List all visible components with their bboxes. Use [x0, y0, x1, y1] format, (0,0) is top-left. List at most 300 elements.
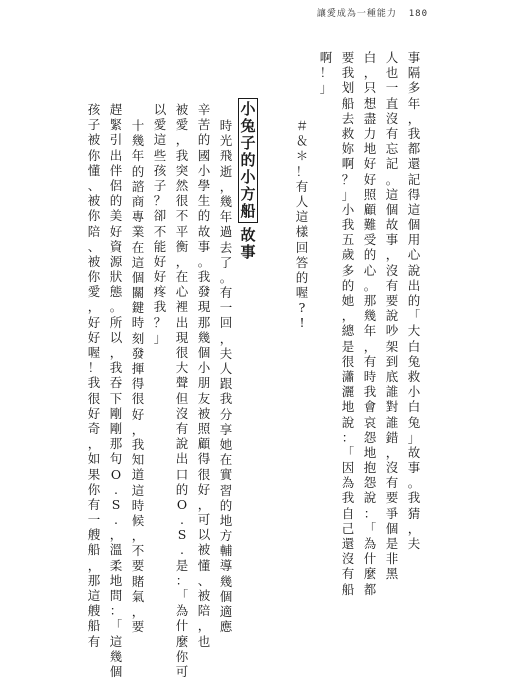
glyph: 事 [197, 238, 211, 254]
glyph: 地 [341, 399, 355, 415]
glyph: 朋 [197, 375, 211, 391]
glyph: 怨 [363, 429, 377, 445]
glyph: 刻 [131, 330, 145, 346]
glyph: 回 [295, 239, 309, 255]
glyph: 不 [153, 223, 167, 239]
glyph: 的 [341, 277, 355, 293]
glyph: 都 [363, 581, 377, 597]
glyph: 被 [87, 193, 101, 209]
glyph: 知 [131, 452, 145, 468]
glyph: 愛 [175, 117, 189, 133]
glyph: . [180, 542, 184, 558]
glyph: 發 [131, 345, 145, 361]
page-number: 180 [408, 9, 428, 19]
glyph: 得 [407, 186, 421, 202]
glyph: 剛 [109, 420, 123, 436]
glyph: 你 [175, 648, 189, 664]
glyph: ： [109, 603, 123, 619]
glyph: 我 [153, 299, 167, 315]
glyph: 」 [341, 186, 355, 202]
glyph: 一 [385, 80, 399, 96]
glyph: 故 [385, 217, 399, 233]
glyph: 好 [87, 314, 101, 330]
glyph: 事 [407, 50, 421, 65]
glyph: 己 [341, 520, 355, 536]
glyph: 我 [87, 375, 101, 391]
glyph: 的 [219, 497, 233, 513]
glyph: 你 [87, 147, 101, 163]
glyph: ： [341, 429, 355, 445]
glyph: 個 [407, 217, 421, 233]
glyph: 時 [219, 118, 233, 133]
glyph: ， [87, 557, 101, 573]
glyph: 說 [175, 436, 189, 452]
glyph: 船 [341, 95, 355, 111]
glyph: 她 [341, 293, 355, 308]
glyph: 我 [407, 490, 421, 506]
glyph: 我 [175, 147, 189, 163]
glyph: 但 [175, 390, 189, 406]
glyph: 。 [407, 475, 421, 491]
glyph: 氣 [131, 588, 145, 604]
section-heading [238, 98, 258, 261]
glyph: 好 [363, 171, 377, 187]
glyph: 源 [109, 253, 123, 269]
glyph: 地 [363, 444, 377, 460]
glyph: 的 [109, 193, 123, 209]
glyph: 被 [87, 132, 101, 148]
glyph: 救 [341, 125, 355, 141]
glyph: 記 [407, 171, 421, 187]
glyph: 學 [197, 177, 211, 193]
glyph: 為 [363, 536, 377, 551]
text-column-1 [406, 50, 422, 551]
glyph: 我 [363, 384, 377, 400]
glyph: 資 [109, 238, 123, 254]
glyph: 這 [131, 254, 145, 270]
glyph: 陪 [197, 603, 211, 619]
glyph: 突 [175, 162, 189, 178]
glyph: 。 [363, 277, 377, 293]
glyph: 的 [363, 247, 377, 263]
glyph: 趕 [109, 102, 123, 117]
glyph: 故 [240, 226, 256, 244]
glyph: 一 [87, 512, 101, 528]
glyph: 國 [197, 147, 211, 163]
glyph: 人 [295, 193, 309, 209]
glyph: 我 [407, 125, 421, 141]
glyph: 孩 [153, 162, 167, 178]
glyph: 我 [131, 436, 145, 452]
glyph: 心 [363, 262, 377, 278]
book-title: 讓愛成為一種能力 [316, 9, 397, 19]
glyph: 妳 [341, 141, 355, 157]
glyph: 要 [341, 50, 355, 65]
glyph: 有 [295, 178, 309, 194]
glyph: 有 [385, 277, 399, 293]
glyph: 這 [407, 201, 421, 217]
glyph: . [114, 481, 118, 497]
glyph: 這 [153, 132, 167, 148]
glyph: 以 [153, 102, 167, 117]
glyph: 鍵 [131, 300, 145, 316]
glyph: 力 [363, 125, 377, 141]
glyph: 年 [131, 148, 145, 164]
glyph: 句 [109, 451, 123, 467]
glyph: 想 [363, 95, 377, 111]
glyph: 了 [219, 254, 233, 270]
glyph: 大 [175, 360, 189, 376]
glyph: ? [298, 300, 306, 316]
glyph: 照 [197, 420, 211, 436]
glyph: 以 [109, 329, 123, 345]
glyph: 十 [131, 118, 145, 133]
glyph: 喔 [295, 285, 309, 301]
glyph: 「 [109, 618, 123, 634]
glyph: 喔 [87, 345, 101, 360]
glyph: 發 [197, 284, 211, 300]
glyph: 子 [153, 177, 167, 193]
glyph: 小 [341, 201, 355, 217]
glyph: 子 [87, 117, 101, 133]
glyph: 好 [197, 481, 211, 497]
glyph: 沒 [385, 460, 399, 476]
text-column-6 [294, 118, 310, 510]
glyph: 應 [219, 619, 233, 635]
glyph: 小 [240, 100, 256, 118]
glyph: 疼 [153, 284, 167, 300]
section-heading-rest [238, 227, 258, 261]
glyph: ， [363, 338, 377, 354]
glyph: 的 [175, 481, 189, 497]
glyph: ， [175, 132, 189, 148]
glyph: 事 [240, 243, 256, 261]
glyph: 猜 [407, 505, 421, 521]
glyph: 適 [219, 604, 233, 619]
glyph: 啊 [341, 156, 355, 172]
text-column-9 [174, 102, 190, 679]
glyph: 被 [175, 102, 189, 117]
glyph: 懂 [197, 557, 211, 573]
glyph: 還 [407, 156, 421, 172]
glyph: 「 [407, 308, 421, 324]
glyph: 愛 [153, 117, 167, 133]
glyph: O [176, 496, 188, 512]
glyph: 被 [87, 253, 101, 269]
glyph: 什 [175, 618, 189, 634]
glyph: 夫 [219, 345, 233, 361]
glyph: 艘 [87, 527, 101, 543]
glyph: 兔 [407, 414, 421, 430]
glyph: 有 [341, 566, 355, 582]
glyph: 很 [341, 353, 355, 369]
glyph: 。 [109, 299, 123, 315]
glyph: 只 [363, 80, 377, 96]
glyph: 。 [385, 171, 399, 187]
glyph: 的 [407, 293, 421, 308]
glyph: 沒 [385, 262, 399, 278]
glyph: ＆ [295, 133, 309, 149]
glyph: 有 [175, 420, 189, 436]
glyph: 以 [197, 527, 211, 543]
glyph: 吞 [109, 375, 123, 391]
glyph: 船 [341, 581, 355, 597]
text-column-10 [152, 102, 168, 494]
glyph: ， [131, 528, 145, 544]
glyph: 沒 [341, 551, 355, 567]
glyph: ， [407, 110, 421, 126]
glyph: 候 [131, 512, 145, 528]
glyph: ， [197, 618, 211, 634]
glyph: 我 [109, 360, 123, 376]
glyph: 這 [131, 482, 145, 498]
glyph: ： [363, 505, 377, 521]
glyph: 「 [363, 520, 377, 536]
glyph: 個 [385, 520, 399, 536]
glyph: 小 [197, 162, 211, 178]
glyph: 態 [109, 284, 123, 300]
glyph: 還 [341, 536, 355, 551]
glyph: ! [299, 315, 305, 331]
glyph: 有 [87, 496, 101, 512]
glyph: 這 [87, 588, 101, 603]
glyph: 個 [219, 588, 233, 604]
glyph: 跟 [219, 376, 233, 392]
glyph: 有 [87, 633, 101, 649]
glyph: 歲 [341, 247, 355, 263]
glyph: 多 [407, 80, 421, 96]
glyph: 分 [219, 406, 233, 422]
glyph: 好 [153, 269, 167, 285]
glyph: 這 [109, 633, 123, 649]
glyph: 那 [87, 572, 101, 588]
glyph: 在 [175, 269, 189, 285]
glyph: 說 [407, 262, 421, 278]
glyph: 小 [197, 360, 211, 376]
glyph: 業 [131, 224, 145, 240]
text-column-3 [362, 50, 378, 597]
glyph: 隔 [407, 65, 421, 81]
glyph: 所 [109, 314, 123, 330]
glyph: 能 [153, 238, 167, 254]
glyph: 沒 [175, 405, 189, 421]
glyph: O [110, 466, 122, 482]
glyph: 可 [175, 663, 189, 679]
glyph: 那 [363, 293, 377, 308]
glyph: 得 [131, 376, 145, 392]
glyph: 爭 [385, 505, 399, 521]
glyph: 都 [407, 141, 421, 157]
glyph: 專 [131, 209, 145, 225]
glyph: 「 [175, 588, 189, 603]
glyph: 辛 [197, 102, 211, 117]
glyph: ， [109, 527, 123, 543]
glyph: 難 [363, 217, 377, 233]
glyph: 地 [219, 512, 233, 528]
glyph: 記 [385, 156, 399, 172]
glyph: 因 [341, 460, 355, 476]
glyph: 那 [197, 314, 211, 330]
glyph: 奇 [87, 420, 101, 436]
glyph: 很 [87, 390, 101, 406]
section-heading-boxed [238, 98, 258, 223]
glyph: 好 [153, 253, 167, 269]
glyph: 船 [87, 542, 101, 558]
glyph: 幾 [109, 648, 123, 664]
glyph: 個 [109, 663, 123, 679]
glyph: 什 [363, 551, 377, 567]
glyph: 現 [197, 299, 211, 315]
glyph: ， [407, 520, 421, 536]
glyph: 逝 [219, 163, 233, 179]
glyph: 的 [131, 163, 145, 179]
text-column-4 [340, 50, 356, 597]
glyph: 也 [385, 65, 399, 81]
glyph: 我 [341, 490, 355, 506]
glyph: 我 [219, 391, 233, 407]
glyph: 好 [363, 156, 377, 172]
glyph: S [111, 496, 121, 512]
glyph: 商 [131, 193, 145, 209]
glyph: 兔 [240, 117, 256, 135]
glyph: ， [109, 345, 123, 360]
glyph: 啊 [319, 50, 333, 65]
glyph: 幾 [219, 573, 233, 589]
glyph: 直 [385, 95, 399, 111]
glyph: 盡 [363, 110, 377, 126]
glyph: 我 [341, 217, 355, 233]
glyph: 救 [407, 368, 421, 384]
glyph: 很 [175, 193, 189, 209]
glyph: 賭 [131, 573, 145, 589]
glyph: 好 [87, 405, 101, 421]
glyph: 故 [197, 223, 211, 239]
glyph: 幾 [131, 133, 145, 149]
glyph: 這 [295, 209, 309, 225]
glyph: 黑 [385, 566, 399, 582]
glyph: 然 [175, 177, 189, 193]
glyph: 總 [341, 323, 355, 339]
glyph: 裡 [175, 299, 189, 315]
text-column-13 [86, 102, 102, 649]
glyph: 些 [153, 147, 167, 163]
glyph: 光 [219, 133, 233, 149]
glyph: 過 [219, 224, 233, 240]
glyph: ？ [153, 193, 167, 209]
glyph: ， [197, 496, 211, 512]
text-column-2 [384, 50, 400, 582]
glyph: ， [131, 604, 145, 619]
glyph: 怨 [363, 475, 377, 491]
glyph: 有 [363, 353, 377, 369]
glyph: 說 [363, 490, 377, 506]
glyph: 顧 [197, 436, 211, 452]
glyph: 會 [363, 399, 377, 415]
glyph: 緊 [109, 117, 123, 133]
glyph: 飛 [219, 148, 233, 164]
glyph: 輔 [219, 543, 233, 559]
glyph: 哀 [363, 414, 377, 430]
glyph: 大 [407, 323, 421, 339]
glyph: 出 [175, 451, 189, 467]
glyph: 被 [197, 405, 211, 421]
glyph: 說 [341, 414, 355, 430]
glyph: 照 [363, 186, 377, 202]
glyph: 人 [385, 50, 399, 65]
glyph: ， [363, 65, 377, 81]
glyph: 方 [219, 528, 233, 544]
glyph: ？ [341, 171, 355, 187]
glyph: 我 [341, 65, 355, 81]
glyph: 吵 [385, 323, 399, 339]
glyph: ， [175, 253, 189, 269]
glyph: 出 [407, 277, 421, 293]
text-column-11 [130, 118, 146, 635]
glyph: 道 [131, 467, 145, 483]
glyph: 兔 [407, 353, 421, 369]
glyph: 個 [385, 201, 399, 217]
glyph: 不 [175, 208, 189, 224]
glyph: 要 [385, 490, 399, 506]
glyph: 享 [219, 421, 233, 437]
glyph: 一 [219, 300, 233, 316]
glyph: 她 [219, 436, 233, 452]
glyph: 年 [407, 95, 421, 111]
glyph: 現 [175, 329, 189, 345]
glyph: 忘 [385, 141, 399, 157]
glyph: ！ [319, 65, 333, 81]
glyph: 是 [175, 557, 189, 573]
glyph: 好 [109, 223, 123, 239]
glyph: 可 [197, 512, 211, 528]
glyph: 年 [363, 323, 377, 339]
glyph: 幾 [197, 329, 211, 345]
glyph: 艘 [87, 603, 101, 619]
glyph: 衡 [175, 238, 189, 254]
glyph: 小 [407, 384, 421, 400]
glyph: 地 [109, 572, 123, 588]
glyph: 去 [341, 110, 355, 126]
glyph: ， [87, 299, 101, 315]
glyph: 你 [87, 481, 101, 497]
glyph: 得 [197, 451, 211, 467]
glyph: 很 [197, 466, 211, 482]
glyph: 剛 [109, 405, 123, 421]
glyph: 那 [109, 436, 123, 452]
glyph: 導 [219, 558, 233, 574]
glyph: 年 [219, 209, 233, 225]
glyph: 事 [385, 232, 399, 248]
glyph: 為 [175, 603, 189, 619]
glyph: 白 [407, 338, 421, 354]
glyph: 諮 [131, 178, 145, 194]
glyph: 愛 [87, 284, 101, 300]
glyph: ， [341, 308, 355, 324]
glyph: 地 [363, 141, 377, 157]
glyph: 用 [407, 232, 421, 248]
glyph: 被 [197, 588, 211, 603]
glyph: 卻 [153, 208, 167, 224]
glyph: . [114, 512, 118, 528]
glyph: 友 [197, 390, 211, 406]
glyph: 如 [87, 451, 101, 467]
glyph: 很 [175, 345, 189, 360]
glyph: ， [219, 330, 233, 346]
glyph: 揮 [131, 361, 145, 376]
glyph: 要 [131, 558, 145, 574]
glyph: 生 [197, 193, 211, 209]
glyph: 關 [131, 285, 145, 301]
